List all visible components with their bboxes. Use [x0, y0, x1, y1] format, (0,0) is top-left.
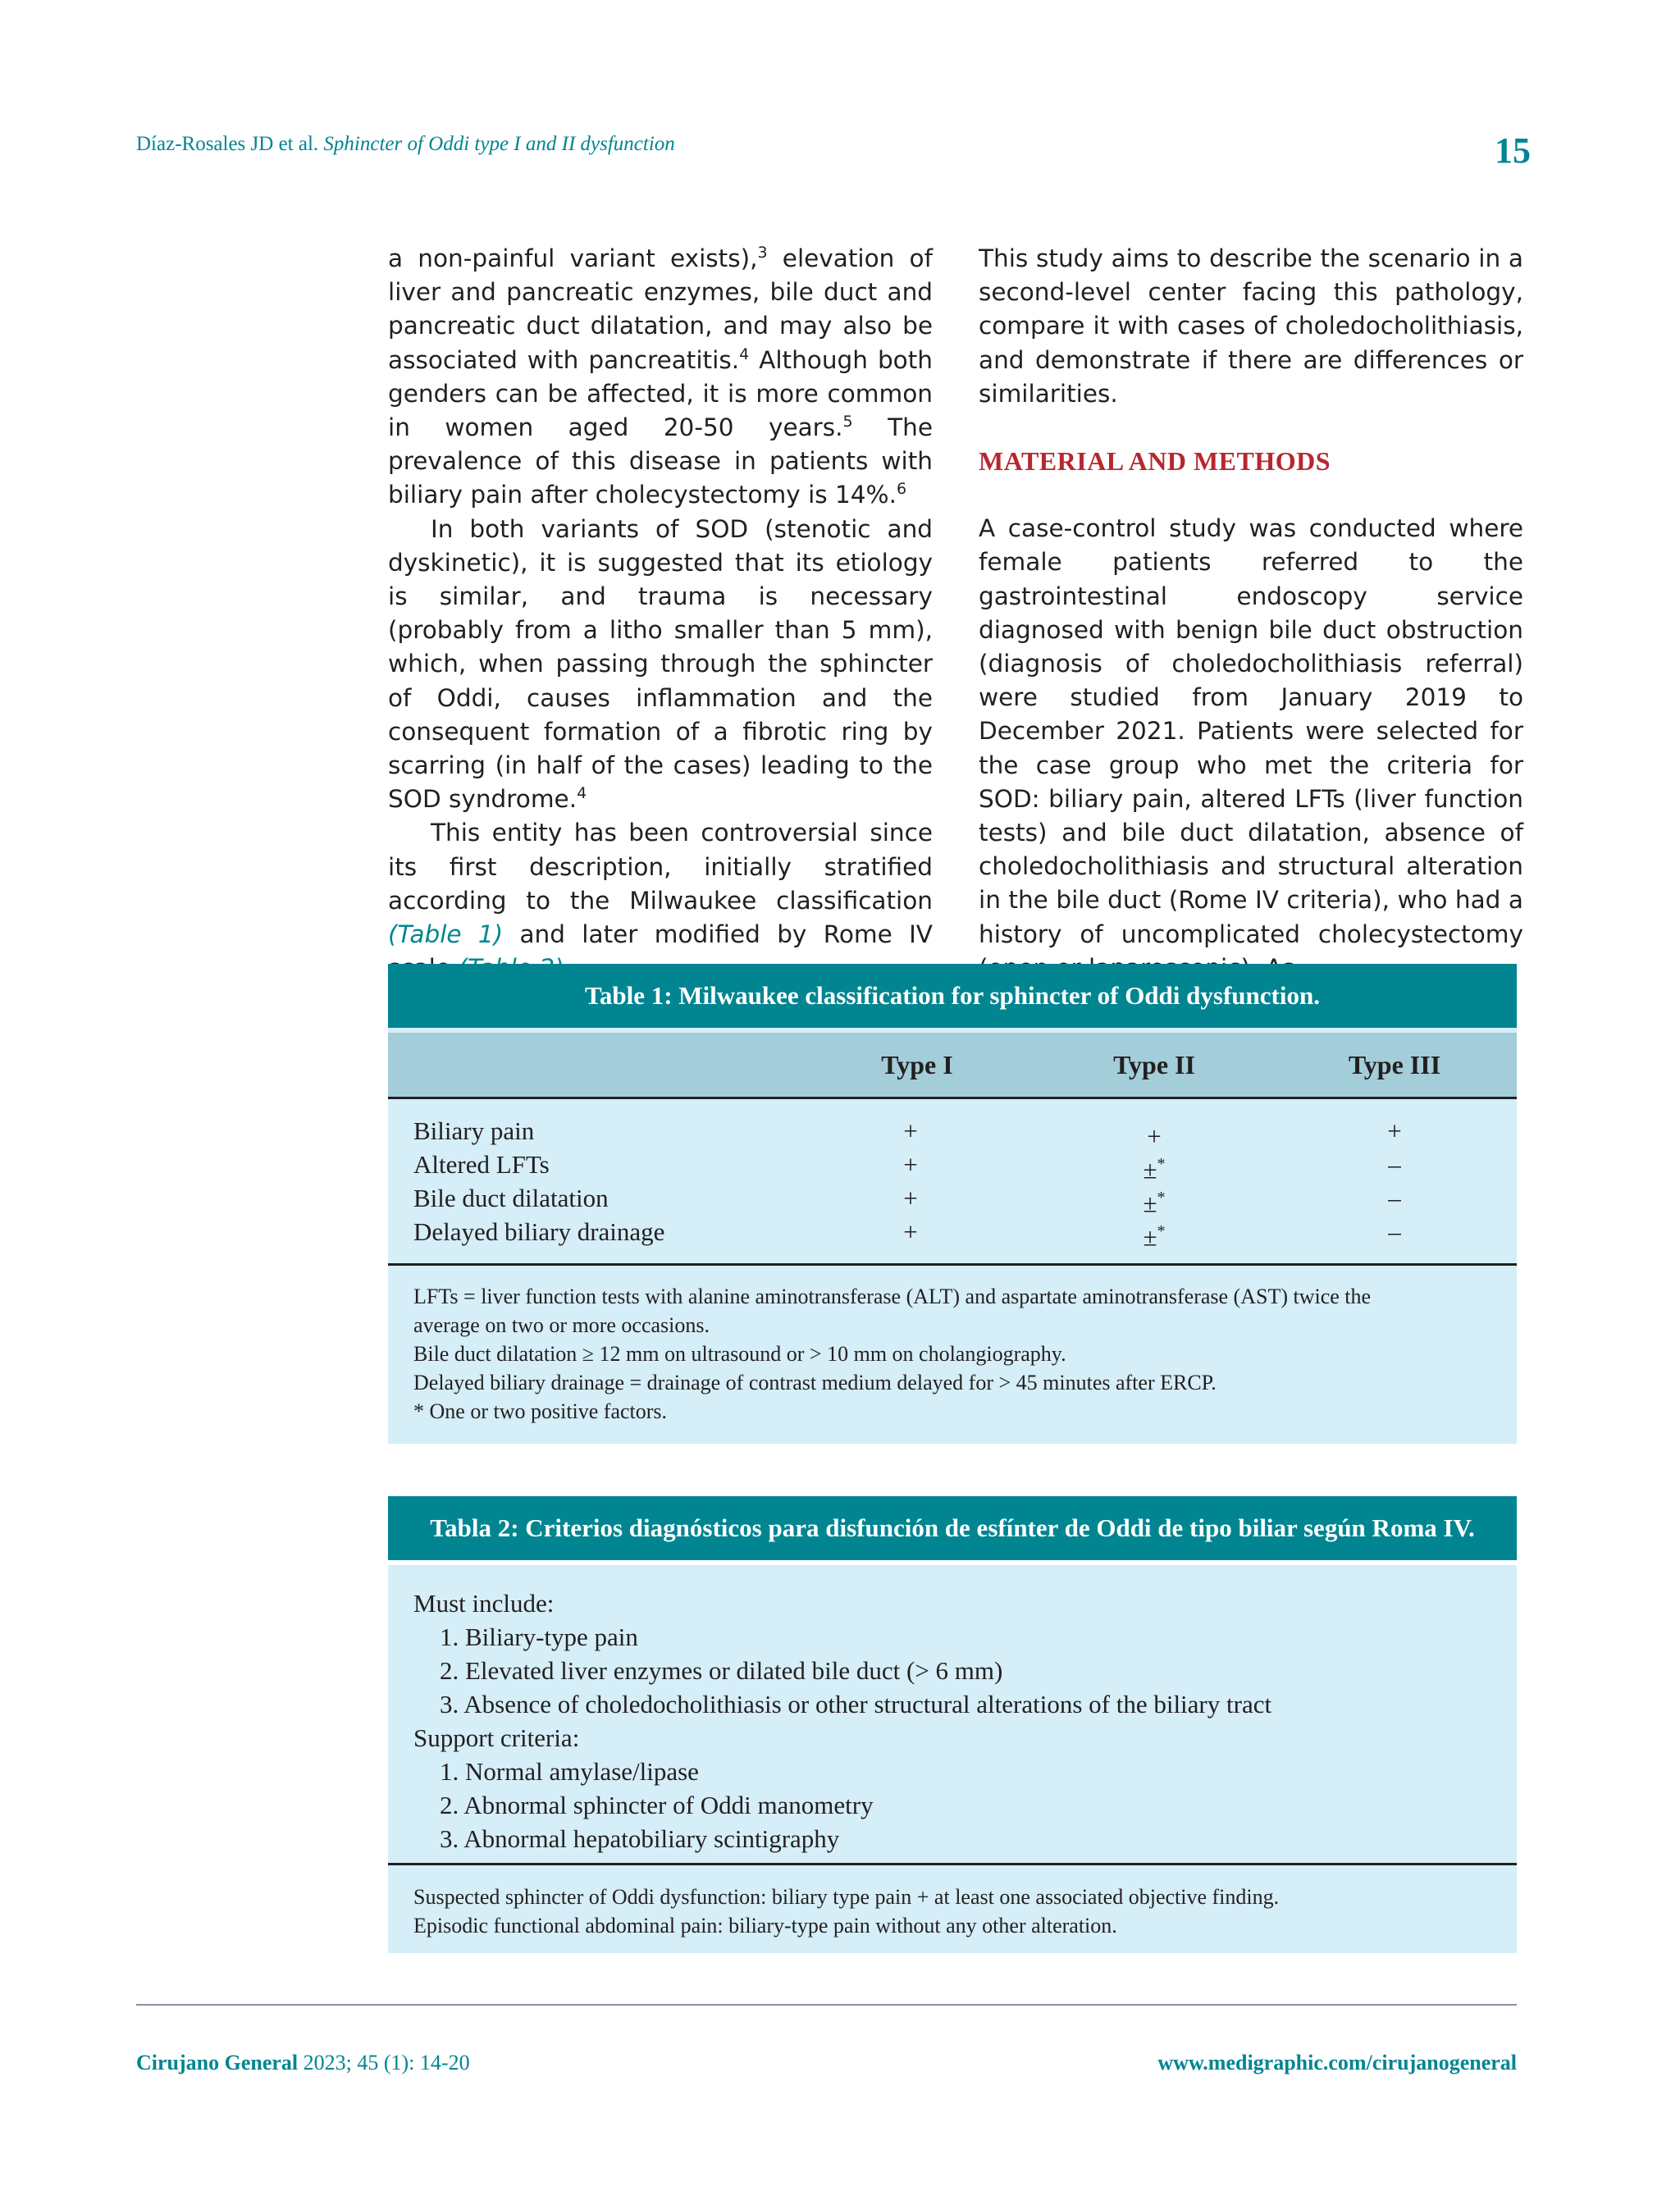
table-2-footnotes: [388, 1863, 1517, 1956]
text-run: This entity has been controversial since its first description, initially stratified according to the Milwaukee classification: [388, 819, 933, 915]
footnote-marker: *: [1157, 1189, 1166, 1207]
paragraph: [388, 513, 933, 817]
table-cell: +: [903, 1184, 918, 1212]
table-cell: –: [1388, 1217, 1401, 1246]
table-1-caption: Table 1: Milwaukee classification for sphincter of Oddi dysfunction.: [388, 964, 1517, 1028]
criteria-item: 2. Elevated liver enzymes or dilated bile duct (> 6 mm): [440, 1656, 1003, 1685]
table-1: [388, 964, 1517, 1444]
row-label: Bile duct dilatation: [413, 1184, 609, 1212]
footnote: LFTs = liver function tests with alanine aminotransferase (ALT) and aspartate aminotransferase (AST) twice the: [413, 1285, 1372, 1308]
journal-name: Cirujano General: [136, 2051, 299, 2074]
citation-ref: 6: [896, 480, 907, 499]
left-text-column: [388, 242, 933, 985]
text-run: Although both genders can be affected, it is more common in women aged 20-50 years.: [388, 345, 933, 442]
table-cell: [1143, 1215, 1165, 1253]
citation-ref: 4: [739, 345, 750, 363]
cell-value: +: [1147, 1121, 1162, 1151]
footnote: Episodic functional abdominal pain: biliary-type pain without any other alteration.: [413, 1914, 1117, 1938]
table-cell: +: [903, 1217, 918, 1246]
paragraph: [388, 816, 933, 985]
table-1-header-row: [388, 1033, 1517, 1099]
footer-url[interactable]: www.medigraphic.com/cirujanogeneral: [1157, 2051, 1517, 2074]
criteria-item: 1. Normal amylase/lipase: [440, 1757, 699, 1786]
footnote-marker: *: [1157, 1222, 1166, 1240]
table-cell: –: [1388, 1184, 1401, 1212]
caption-separator: [388, 1560, 1517, 1565]
table-2-body: [413, 1586, 1271, 1855]
paragraph: [388, 242, 933, 513]
footnote: Suspected sphincter of Oddi dysfunction: biliary type pain + at least one associated objective finding.: [413, 1885, 1280, 1909]
citation-ref: 5: [842, 413, 853, 431]
table-cell: +: [1387, 1116, 1402, 1145]
header-authors: [136, 133, 675, 156]
header-running-title: Sphincter of Oddi type I and II dysfunction: [323, 133, 675, 155]
text-run: The prevalence of this disease in patients with biliary pain after cholecystectomy is 14%.: [388, 413, 933, 509]
column-header: Type I: [881, 1050, 953, 1079]
criteria-item: 2. Abnormal sphincter of Oddi manometry: [440, 1791, 874, 1819]
running-header: [136, 130, 1531, 179]
table-row: [388, 1181, 1517, 1218]
footnote: * One or two positive factors.: [413, 1399, 668, 1423]
row-label: Biliary pain: [413, 1116, 535, 1145]
section-heading: MATERIAL AND METHODS: [979, 446, 1331, 477]
table-2-caption: Tabla 2: Criterios diagnósticos para disfunción de esfínter de Oddi de tipo biliar según Roma IV.: [388, 1496, 1517, 1560]
text-run: elevation of liver and pancreatic enzymes, bile duct and pancreatic duct dilatation, and may also be associated with pancreatitis.: [388, 244, 933, 374]
table-row: [388, 1215, 1517, 1252]
criteria-item: 3. Absence of choledocholithiasis or other structural alterations of the biliary tract: [440, 1690, 1272, 1718]
paragraph: A case-control study was conducted where female patients referred to the gastrointestinal endoscopy service diagnosed with benign bile duct obstruction (diagnosis of choledocholithiasis referral) were studied from January 2019 to December 2021. Patients were selected for the case group who met the criteria for SOD: biliary pain, altered LFTs (liver function tests) and bile duct dilatation, absence of choledocholithiasis and structural alteration in the bile duct (Rome IV criteria), who had a history of uncomplicated cholecystectomy: [979, 514, 1523, 948]
citation-ref: 3: [757, 244, 768, 262]
footnote-marker: *: [1157, 1155, 1166, 1173]
footer-divider: [136, 2004, 1517, 2006]
criteria-label: Support criteria:: [413, 1723, 580, 1752]
column-header: Type II: [1113, 1050, 1195, 1079]
table-cell: +: [903, 1150, 918, 1179]
table-2: [388, 1496, 1517, 1953]
table-row: [388, 1114, 1517, 1151]
cell-value: ±: [1143, 1222, 1157, 1252]
column-header: Type III: [1348, 1050, 1441, 1079]
cell-value: ±: [1143, 1189, 1157, 1218]
text-run: a non-painful variant exists),: [388, 244, 758, 272]
table-cell: +: [903, 1116, 918, 1145]
footer-citation: [136, 2051, 470, 2075]
text-run: In both variants of SOD (stenotic and dyskinetic), it is suggested that its etiology is similar, and trauma is necessary (probably from a litho smaller than 5 mm), which, when passing through the sphincter of Oddi, causes inflammation and the consequent formation of a fibrotic ring by scarring (in half of the cases) leading to the SOD syndrome.: [388, 514, 933, 814]
text-run: and later modified by Rome IV: [519, 920, 933, 949]
table-1-footnotes: [388, 1263, 1517, 1446]
right-text-column: [979, 242, 1523, 985]
citation-ref: 4: [577, 784, 587, 803]
criteria-item: 3. Abnormal hepatobiliary scintigraphy: [440, 1824, 840, 1853]
header-author-names: Díaz-Rosales JD et al.: [136, 133, 319, 155]
table-row: [388, 1148, 1517, 1184]
footnote: Bile duct dilatation ≥ 12 mm on ultrasound or > 10 mm on cholangiography.: [413, 1342, 1066, 1366]
row-label: Delayed biliary drainage: [413, 1217, 665, 1246]
footnote: Delayed biliary drainage = drainage of contrast medium delayed for > 45 minutes after ERCP.: [413, 1371, 1217, 1394]
row-label: Altered LFTs: [413, 1150, 550, 1179]
page-number: 15: [1495, 130, 1531, 171]
citation-details: 2023; 45 (1): 14-20: [298, 2051, 470, 2074]
table-1-link[interactable]: (Table 1): [388, 920, 504, 949]
criteria-item: 1. Biliary-type pain: [440, 1623, 638, 1651]
cell-value: ±: [1143, 1155, 1157, 1184]
table-cell: –: [1388, 1150, 1401, 1179]
criteria-label: Must include:: [413, 1589, 555, 1618]
paragraph: This study aims to describe the scenario in a second-level center facing this pathology, compare it with cases of choledocholithiasis, and demonstrate if there are differences or similarities.: [979, 244, 1523, 408]
footnote: average on two or more occasions.: [413, 1313, 710, 1337]
